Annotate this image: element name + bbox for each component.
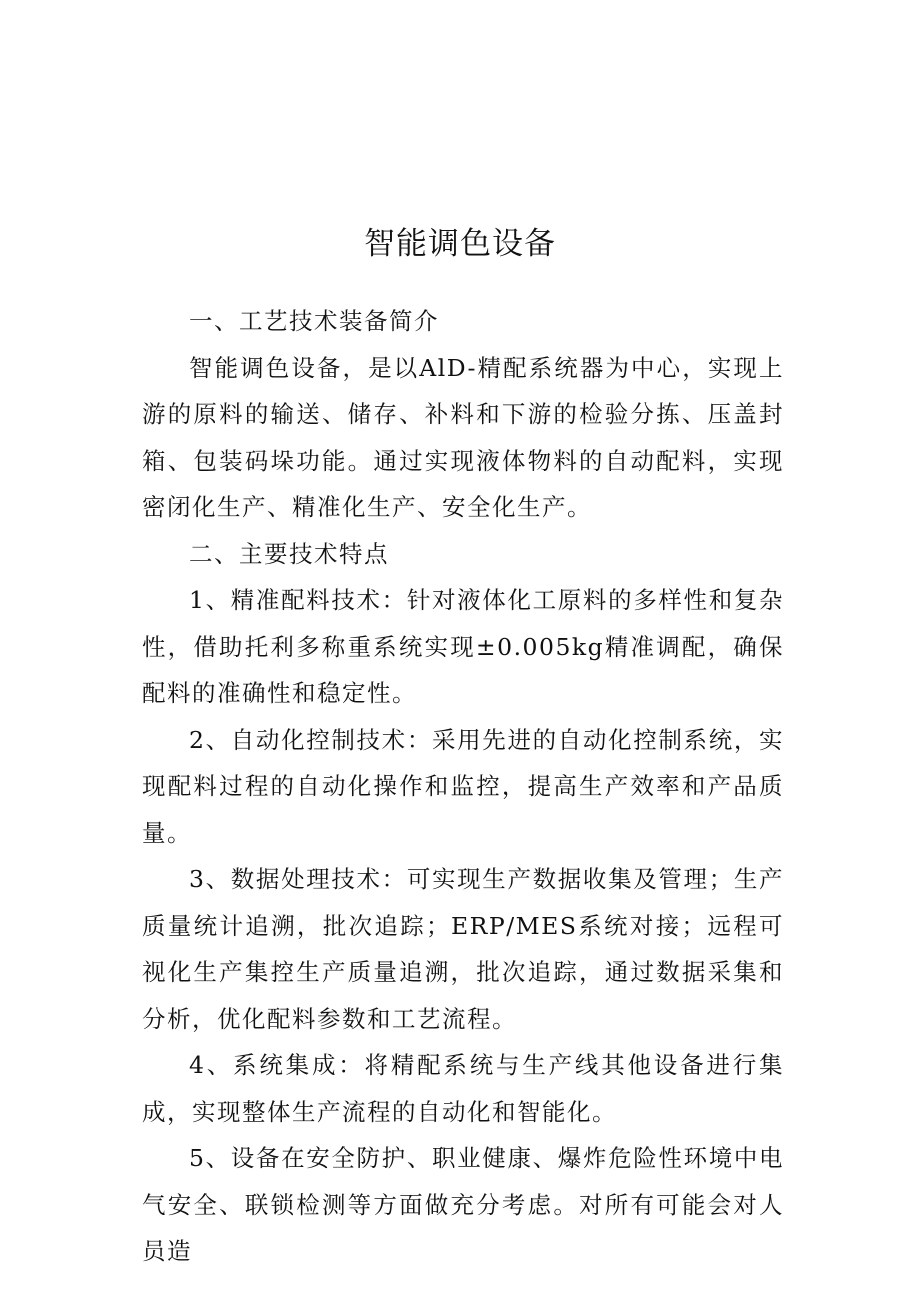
intro-paragraph: 智能调色设备，是以AlD-精配系统器为中心，实现上游的原料的输送、储存、补料和下游的检验分拣、压盖封箱、包装码垛功能。通过实现液体物料的自动配料，实现密闭化生产、精准化生产、安全化生产。 — [142, 353, 784, 521]
feature-paragraph-2: 2、自动化控制技术：采用先进的自动化控制系统，实现配料过程的自动化操作和监控，提高生产效率和产品质量。 — [142, 725, 784, 847]
feature-paragraph-3: 3、数据处理技术：可实现生产数据收集及管理；生产质量统计追溯，批次追踪；ERP/MES系统对接；远程可视化生产集控生产质量追溯，批次追踪，通过数据采集和分析，优化配料参数和工艺流程。 — [142, 865, 784, 1033]
section-heading-intro: 一、工艺技术装备简介 — [189, 307, 439, 335]
feature-paragraph-5: 5、设备在安全防护、职业健康、爆炸危险性环境中电气安全、联锁检测等方面做充分考虑。对所有可能会对人员造 — [142, 1144, 784, 1265]
document-title: 智能调色设备 — [364, 226, 556, 262]
feature-paragraph-1: 1、精准配料技术：针对液体化工原料的多样性和复杂性，借助托利多称重系统实现±0.005kg精准调配，确保配料的准确性和稳定性。 — [142, 586, 784, 707]
document-body — [142, 298, 784, 1275]
section-heading-features: 二、主要技术特点 — [189, 539, 389, 568]
feature-paragraph-4: 4、系统集成：将精配系统与生产线其他设备进行集成，实现整体生产流程的自动化和智能化。 — [142, 1051, 784, 1126]
